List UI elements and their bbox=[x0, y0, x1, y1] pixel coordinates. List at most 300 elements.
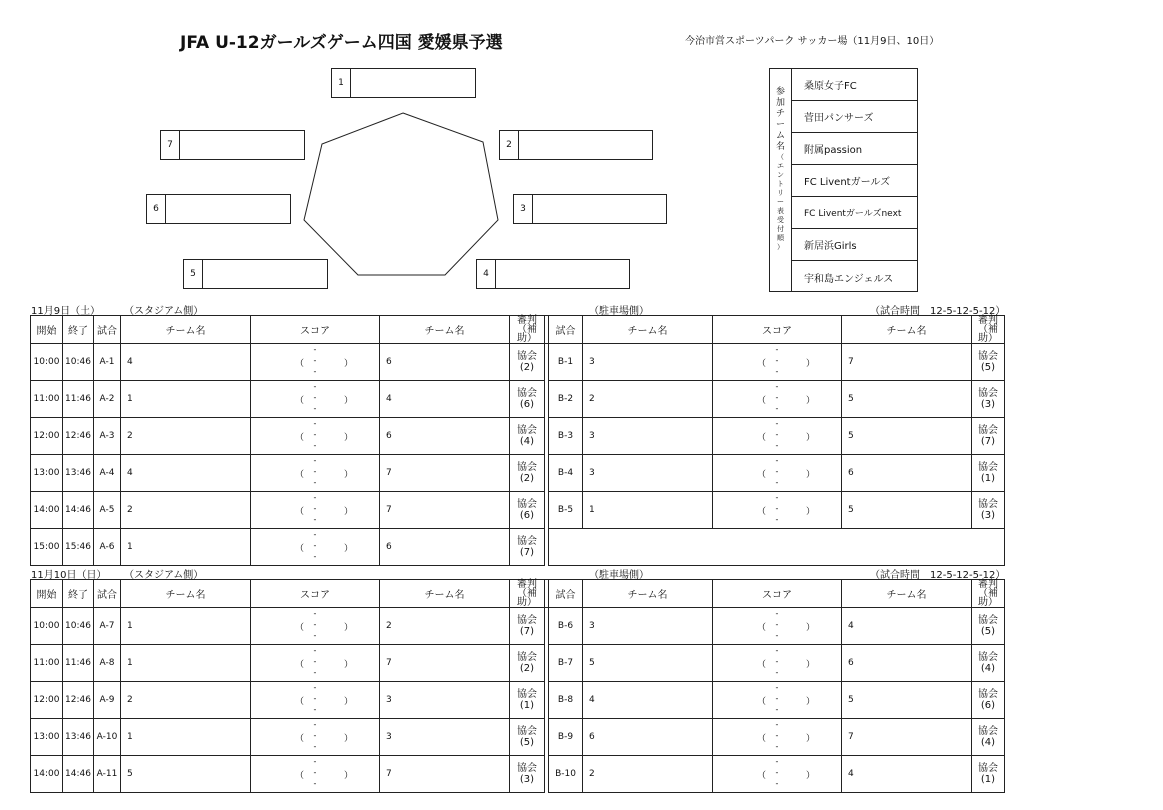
referee-team: (3) bbox=[980, 510, 996, 521]
team-away: 6 bbox=[380, 529, 510, 566]
team-away: 5 bbox=[842, 381, 972, 418]
match-id: B-6 bbox=[549, 608, 583, 645]
score-glyph: - bbox=[775, 467, 779, 476]
header-team: チーム名 bbox=[380, 316, 510, 344]
match-id: A-2 bbox=[94, 381, 121, 418]
score-glyph: - bbox=[313, 620, 317, 629]
venue-label: 今治市営スポーツパーク サッカー場（11月9日、10日） bbox=[685, 36, 940, 47]
score-glyph: - bbox=[313, 657, 317, 666]
score-glyph: - bbox=[313, 456, 317, 465]
referee-cell bbox=[972, 756, 1005, 793]
team-list-item: FC Liventガールズnext bbox=[792, 197, 917, 229]
referee-org: 協会 bbox=[978, 615, 998, 626]
header-ref bbox=[972, 316, 1005, 344]
start-time: 14:00 bbox=[31, 756, 63, 793]
referee-team: (1) bbox=[519, 700, 535, 711]
header-team: チーム名 bbox=[121, 580, 251, 608]
referee-org: 協会 bbox=[517, 615, 537, 626]
score-glyph: - bbox=[313, 430, 317, 439]
score-glyph: ） bbox=[805, 359, 815, 369]
score-glyph: - bbox=[775, 779, 779, 788]
score-cell bbox=[713, 682, 842, 719]
score-glyph: （ bbox=[295, 697, 305, 707]
score-cell bbox=[251, 756, 380, 793]
score-cell bbox=[713, 492, 842, 529]
score-glyph: - bbox=[313, 504, 317, 513]
page-title: JFA U-12ガールズゲーム四国 愛媛県予選 bbox=[180, 33, 503, 53]
end-time: 11:46 bbox=[63, 645, 94, 682]
score-glyph: - bbox=[775, 646, 779, 655]
match-id: A-8 bbox=[94, 645, 121, 682]
table-row bbox=[31, 455, 1005, 492]
score-cell bbox=[713, 645, 842, 682]
header-ref bbox=[510, 580, 545, 608]
team-home: 1 bbox=[121, 719, 251, 756]
header-ref-main: 審判 bbox=[978, 579, 998, 590]
team-away: 7 bbox=[842, 719, 972, 756]
match-id: B-1 bbox=[549, 344, 583, 381]
start-time: 10:00 bbox=[31, 608, 63, 645]
referee-org: 協会 bbox=[978, 726, 998, 737]
score-glyph: （ bbox=[295, 660, 305, 670]
team-away: 6 bbox=[842, 455, 972, 492]
referee-org: 協会 bbox=[978, 652, 998, 663]
score-glyph: - bbox=[313, 441, 317, 450]
score-glyph: （ bbox=[757, 433, 767, 443]
score-glyph: ） bbox=[805, 734, 815, 744]
team-away: 3 bbox=[380, 719, 510, 756]
score-glyph: ） bbox=[343, 359, 353, 369]
score-glyph: ） bbox=[805, 470, 815, 480]
score-glyph: - bbox=[313, 779, 317, 788]
score-glyph: - bbox=[775, 515, 779, 524]
table-row bbox=[31, 418, 1005, 455]
score-glyph: - bbox=[313, 345, 317, 354]
end-time: 13:46 bbox=[63, 719, 94, 756]
end-time: 10:46 bbox=[63, 608, 94, 645]
team-away: 7 bbox=[380, 645, 510, 682]
referee-team: (4) bbox=[980, 737, 996, 748]
header-team: チーム名 bbox=[380, 580, 510, 608]
score-glyph: - bbox=[313, 731, 317, 740]
team-home: 1 bbox=[121, 608, 251, 645]
referee-org: 協会 bbox=[517, 763, 537, 774]
score-glyph: - bbox=[313, 694, 317, 703]
match-id: A-6 bbox=[94, 529, 121, 566]
score-glyph: - bbox=[775, 393, 779, 402]
score-glyph: （ bbox=[757, 623, 767, 633]
score-glyph: - bbox=[313, 742, 317, 751]
bracket-slot-6: 6 bbox=[146, 194, 291, 224]
bracket-slot-4: 4 bbox=[476, 259, 630, 289]
referee-team: (6) bbox=[980, 700, 996, 711]
match-id: B-7 bbox=[549, 645, 583, 682]
referee-org: 協会 bbox=[517, 351, 537, 362]
heptagon-diagram bbox=[300, 110, 500, 278]
score-glyph: ） bbox=[343, 771, 353, 781]
score-glyph: ） bbox=[343, 396, 353, 406]
score-cell bbox=[713, 719, 842, 756]
header-team: チーム名 bbox=[121, 316, 251, 344]
score-cell bbox=[251, 645, 380, 682]
score-glyph: （ bbox=[295, 623, 305, 633]
team-away: 4 bbox=[380, 381, 510, 418]
score-glyph: - bbox=[775, 441, 779, 450]
end-time: 15:46 bbox=[63, 529, 94, 566]
referee-cell bbox=[510, 756, 545, 793]
score-glyph: - bbox=[313, 419, 317, 428]
header-match: 試合 bbox=[549, 580, 583, 608]
score-glyph: - bbox=[313, 478, 317, 487]
team-list-label: 参 加 チ ー ム 名 （ エ ン ト リ ー 表 受 付 順 ） bbox=[770, 69, 792, 291]
referee-cell bbox=[972, 492, 1005, 529]
schedule-table bbox=[30, 579, 1005, 793]
referee-team: (4) bbox=[519, 436, 535, 447]
referee-cell bbox=[972, 645, 1005, 682]
header-ref-sub: （補助） bbox=[517, 588, 537, 608]
match-id: A-9 bbox=[94, 682, 121, 719]
schedule-table bbox=[30, 315, 1005, 566]
match-id: A-5 bbox=[94, 492, 121, 529]
match-time-note: （試合時間 12-5-12-5-12） bbox=[870, 306, 1006, 317]
referee-team: (6) bbox=[519, 399, 535, 410]
header-team: チーム名 bbox=[583, 316, 713, 344]
match-id: B-2 bbox=[549, 381, 583, 418]
match-id: A-10 bbox=[94, 719, 121, 756]
score-cell bbox=[251, 719, 380, 756]
referee-cell bbox=[972, 608, 1005, 645]
header-ref-main: 審判 bbox=[517, 315, 537, 326]
match-id: A-7 bbox=[94, 608, 121, 645]
referee-org: 協会 bbox=[978, 462, 998, 473]
score-glyph: ） bbox=[343, 470, 353, 480]
team-home: 2 bbox=[121, 492, 251, 529]
score-glyph: - bbox=[775, 668, 779, 677]
referee-team: (2) bbox=[519, 663, 535, 674]
score-glyph: - bbox=[775, 768, 779, 777]
score-glyph: - bbox=[775, 694, 779, 703]
team-home: 3 bbox=[583, 455, 713, 492]
referee-cell bbox=[510, 529, 545, 566]
referee-team: (7) bbox=[519, 547, 535, 558]
referee-cell bbox=[972, 455, 1005, 492]
header-ref-main: 審判 bbox=[978, 315, 998, 326]
score-cell bbox=[713, 418, 842, 455]
score-glyph: - bbox=[313, 367, 317, 376]
team-list bbox=[769, 68, 918, 292]
referee-org: 協会 bbox=[978, 351, 998, 362]
referee-org: 協会 bbox=[517, 425, 537, 436]
score-cell bbox=[251, 492, 380, 529]
score-cell bbox=[713, 608, 842, 645]
score-glyph: - bbox=[313, 668, 317, 677]
score-glyph: （ bbox=[295, 470, 305, 480]
referee-cell bbox=[510, 418, 545, 455]
team-away: 4 bbox=[842, 756, 972, 793]
score-glyph: ） bbox=[805, 623, 815, 633]
empty-cell bbox=[549, 529, 1005, 566]
score-cell bbox=[713, 381, 842, 418]
score-glyph: （ bbox=[757, 396, 767, 406]
score-glyph: ） bbox=[343, 433, 353, 443]
start-time: 10:00 bbox=[31, 344, 63, 381]
header-score: スコア bbox=[713, 316, 842, 344]
score-glyph: - bbox=[775, 657, 779, 666]
score-glyph: - bbox=[313, 530, 317, 539]
team-list-item: 宇和島エンジェルス bbox=[804, 273, 894, 285]
match-id: B-4 bbox=[549, 455, 583, 492]
header-end: 終了 bbox=[63, 580, 94, 608]
team-home: 2 bbox=[121, 682, 251, 719]
team-home: 6 bbox=[583, 719, 713, 756]
team-away: 7 bbox=[380, 492, 510, 529]
score-glyph: （ bbox=[295, 771, 305, 781]
score-glyph: （ bbox=[757, 470, 767, 480]
referee-team: (2) bbox=[519, 473, 535, 484]
score-glyph: ） bbox=[805, 771, 815, 781]
score-cell bbox=[251, 455, 380, 492]
score-glyph: （ bbox=[295, 507, 305, 517]
team-home: 3 bbox=[583, 344, 713, 381]
team-away: 7 bbox=[380, 756, 510, 793]
referee-team: (3) bbox=[519, 774, 535, 785]
bracket-slot-5: 5 bbox=[183, 259, 328, 289]
team-away: 4 bbox=[842, 608, 972, 645]
score-glyph: （ bbox=[757, 660, 767, 670]
start-time: 13:00 bbox=[31, 455, 63, 492]
score-glyph: （ bbox=[757, 771, 767, 781]
end-time: 11:46 bbox=[63, 381, 94, 418]
end-time: 13:46 bbox=[63, 455, 94, 492]
start-time: 13:00 bbox=[31, 719, 63, 756]
referee-cell bbox=[510, 645, 545, 682]
team-list-item: FC Liventガールズ bbox=[792, 165, 917, 197]
team-home: 4 bbox=[121, 455, 251, 492]
team-home: 4 bbox=[121, 344, 251, 381]
referee-org: 協会 bbox=[978, 763, 998, 774]
score-glyph: ） bbox=[343, 623, 353, 633]
end-time: 12:46 bbox=[63, 418, 94, 455]
score-glyph: - bbox=[775, 757, 779, 766]
team-list-item: 桑原女子FC bbox=[792, 69, 917, 101]
referee-cell bbox=[510, 455, 545, 492]
referee-cell bbox=[972, 682, 1005, 719]
score-glyph: - bbox=[313, 757, 317, 766]
team-away: 6 bbox=[380, 418, 510, 455]
team-away: 3 bbox=[380, 682, 510, 719]
score-glyph: - bbox=[313, 609, 317, 618]
header-start: 開始 bbox=[31, 316, 63, 344]
score-glyph: - bbox=[775, 742, 779, 751]
score-glyph: - bbox=[313, 515, 317, 524]
score-glyph: （ bbox=[757, 359, 767, 369]
team-away: 7 bbox=[842, 344, 972, 381]
referee-org: 協会 bbox=[517, 388, 537, 399]
match-id: B-3 bbox=[549, 418, 583, 455]
table-row bbox=[31, 381, 1005, 418]
score-glyph: - bbox=[313, 393, 317, 402]
score-glyph: - bbox=[313, 356, 317, 365]
table-row bbox=[31, 682, 1005, 719]
score-glyph: - bbox=[775, 620, 779, 629]
score-glyph: - bbox=[775, 731, 779, 740]
header-team: チーム名 bbox=[842, 316, 972, 344]
score-glyph: ） bbox=[805, 697, 815, 707]
team-home: 3 bbox=[583, 608, 713, 645]
team-home: 2 bbox=[121, 418, 251, 455]
header-score: スコア bbox=[251, 316, 380, 344]
score-glyph: - bbox=[313, 646, 317, 655]
match-id: A-4 bbox=[94, 455, 121, 492]
referee-cell bbox=[510, 608, 545, 645]
referee-team: (2) bbox=[519, 362, 535, 373]
bracket-slot-7: 7 bbox=[160, 130, 305, 160]
header-start: 開始 bbox=[31, 580, 63, 608]
table-row bbox=[31, 344, 1005, 381]
team-list-item: 附属passion bbox=[792, 133, 917, 165]
score-glyph: （ bbox=[757, 697, 767, 707]
score-glyph: （ bbox=[757, 507, 767, 517]
team-away: 7 bbox=[380, 455, 510, 492]
score-glyph: - bbox=[775, 493, 779, 502]
score-glyph: - bbox=[775, 720, 779, 729]
score-glyph: - bbox=[775, 609, 779, 618]
score-glyph: （ bbox=[295, 433, 305, 443]
score-glyph: ） bbox=[805, 396, 815, 406]
referee-team: (7) bbox=[980, 436, 996, 447]
team-home: 1 bbox=[121, 645, 251, 682]
match-id: B-8 bbox=[549, 682, 583, 719]
referee-team: (1) bbox=[980, 473, 996, 484]
table-row bbox=[31, 719, 1005, 756]
end-time: 10:46 bbox=[63, 344, 94, 381]
stadium-side-label: （スタジアム側） bbox=[124, 306, 204, 317]
score-glyph: - bbox=[775, 404, 779, 413]
start-time: 11:00 bbox=[31, 645, 63, 682]
referee-org: 協会 bbox=[978, 689, 998, 700]
score-cell bbox=[251, 344, 380, 381]
team-home: 4 bbox=[583, 682, 713, 719]
score-glyph: - bbox=[775, 705, 779, 714]
referee-team: (6) bbox=[519, 510, 535, 521]
referee-org: 協会 bbox=[517, 689, 537, 700]
score-glyph: - bbox=[775, 478, 779, 487]
referee-org: 協会 bbox=[978, 499, 998, 510]
bracket-slot-2: 2 bbox=[499, 130, 653, 160]
match-id: B-9 bbox=[549, 719, 583, 756]
score-glyph: （ bbox=[295, 734, 305, 744]
referee-org: 協会 bbox=[517, 652, 537, 663]
header-match: 試合 bbox=[94, 316, 121, 344]
referee-org: 協会 bbox=[978, 388, 998, 399]
end-time: 12:46 bbox=[63, 682, 94, 719]
score-glyph: - bbox=[313, 705, 317, 714]
team-list-item: 菅田パンサーズ bbox=[792, 101, 917, 133]
header-ref-main: 審判 bbox=[517, 579, 537, 590]
parking-side-label: （駐車場側） bbox=[589, 570, 649, 581]
header-ref bbox=[510, 316, 545, 344]
start-time: 12:00 bbox=[31, 682, 63, 719]
referee-cell bbox=[972, 418, 1005, 455]
team-home: 2 bbox=[583, 756, 713, 793]
referee-org: 協会 bbox=[517, 536, 537, 547]
stadium-side-label: （スタジアム側） bbox=[124, 570, 204, 581]
score-glyph: - bbox=[775, 683, 779, 692]
parking-side-label: （駐車場側） bbox=[589, 306, 649, 317]
score-glyph: ） bbox=[343, 697, 353, 707]
referee-cell bbox=[510, 682, 545, 719]
team-home: 1 bbox=[121, 381, 251, 418]
team-away: 2 bbox=[380, 608, 510, 645]
end-time: 14:46 bbox=[63, 756, 94, 793]
referee-team: (5) bbox=[519, 737, 535, 748]
referee-org: 協会 bbox=[517, 726, 537, 737]
score-glyph: ） bbox=[343, 507, 353, 517]
table-row bbox=[31, 756, 1005, 793]
referee-cell bbox=[510, 344, 545, 381]
score-glyph: （ bbox=[295, 359, 305, 369]
header-team: チーム名 bbox=[583, 580, 713, 608]
score-glyph: - bbox=[775, 356, 779, 365]
score-glyph: - bbox=[775, 631, 779, 640]
score-glyph: - bbox=[313, 631, 317, 640]
header-score: スコア bbox=[251, 580, 380, 608]
score-glyph: ） bbox=[343, 544, 353, 554]
table-row bbox=[31, 492, 1005, 529]
score-glyph: - bbox=[775, 456, 779, 465]
header-ref-sub: （補助） bbox=[517, 324, 537, 344]
start-time: 11:00 bbox=[31, 381, 63, 418]
day-date: 11月10日（日） bbox=[31, 570, 107, 581]
referee-org: 協会 bbox=[517, 499, 537, 510]
score-glyph: - bbox=[313, 683, 317, 692]
referee-team: (5) bbox=[980, 362, 996, 373]
header-ref-sub: （補助） bbox=[978, 588, 998, 608]
team-away: 5 bbox=[842, 682, 972, 719]
score-glyph: - bbox=[313, 493, 317, 502]
match-id: B-10 bbox=[549, 756, 583, 793]
referee-cell bbox=[972, 719, 1005, 756]
score-glyph: - bbox=[313, 720, 317, 729]
team-away: 5 bbox=[842, 492, 972, 529]
score-glyph: - bbox=[313, 552, 317, 561]
match-id: B-5 bbox=[549, 492, 583, 529]
team-away: 6 bbox=[842, 645, 972, 682]
score-glyph: - bbox=[775, 504, 779, 513]
referee-org: 協会 bbox=[978, 425, 998, 436]
header-end: 終了 bbox=[63, 316, 94, 344]
referee-team: (5) bbox=[980, 626, 996, 637]
team-home: 2 bbox=[583, 381, 713, 418]
score-glyph: （ bbox=[295, 396, 305, 406]
table-row bbox=[31, 608, 1005, 645]
team-home: 5 bbox=[121, 756, 251, 793]
score-cell bbox=[251, 608, 380, 645]
bracket-slot-1: 1 bbox=[331, 68, 476, 98]
header-score: スコア bbox=[713, 580, 842, 608]
team-home: 5 bbox=[583, 645, 713, 682]
score-glyph: ） bbox=[343, 660, 353, 670]
start-time: 14:00 bbox=[31, 492, 63, 529]
referee-team: (3) bbox=[980, 399, 996, 410]
header-match: 試合 bbox=[549, 316, 583, 344]
score-glyph: - bbox=[775, 430, 779, 439]
start-time: 15:00 bbox=[31, 529, 63, 566]
match-id: A-1 bbox=[94, 344, 121, 381]
score-glyph: - bbox=[313, 382, 317, 391]
referee-cell bbox=[510, 381, 545, 418]
team-list-item: 新居浜Girls bbox=[792, 229, 917, 261]
